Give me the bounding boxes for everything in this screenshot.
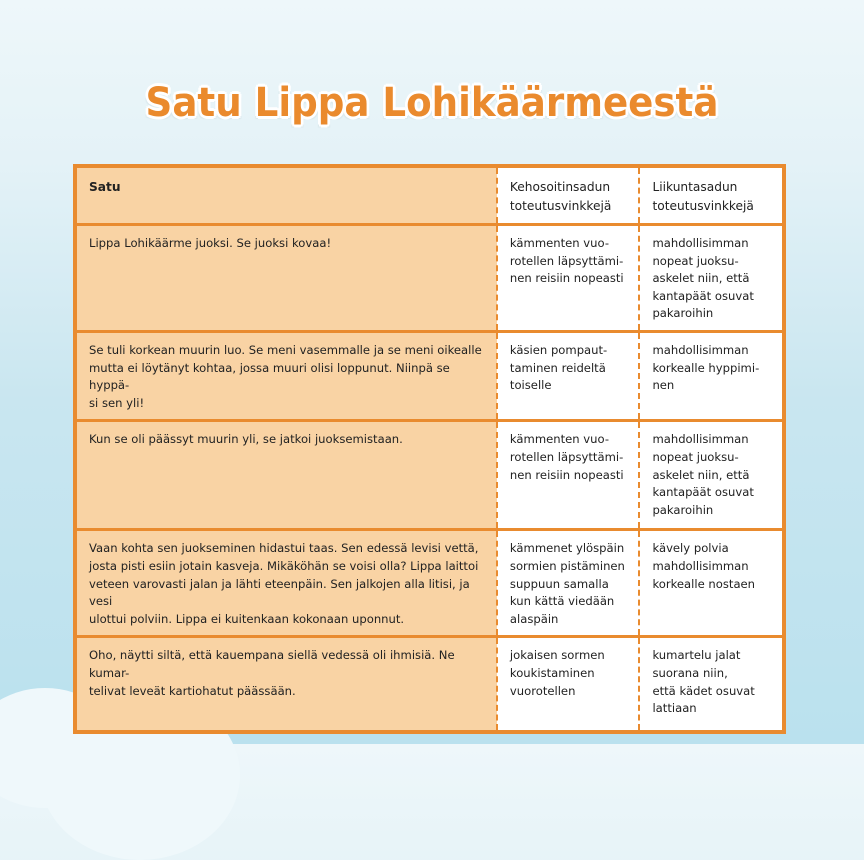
table-row xyxy=(75,637,784,733)
body-percussion-cell: kämmenten vuo- rotellen läpsyttämi- nen reisiin nopeasti xyxy=(497,225,640,332)
header-body-percussion-tips: Kehosoitinsadun toteutusvinkkejä xyxy=(497,166,640,225)
movement-cell: mahdollisimman nopeat juoksu- askelet niin, että kantapäät osuvat pakaroihin xyxy=(639,225,784,332)
movement-cell: mahdollisimman korkealle hyppimi- nen xyxy=(639,331,784,420)
header-story: Satu xyxy=(75,166,497,225)
body-percussion-cell: kämmenten vuo- rotellen läpsyttämi- nen reisiin nopeasti xyxy=(497,421,640,530)
story-cell: Vaan kohta sen juokseminen hidastui taas. Sen edessä levisi vettä, josta pisti esiin jotain kasveja. Mikäköhän se voisi olla? Lippa laittoi veteen varovasti jalan ja lähti eteenpäin. Sen jalkojen alla litisi, ja vesi ulottui polviin. Lippa ei kuitenkaan kokonaan uponnut. xyxy=(75,530,497,637)
table-row xyxy=(75,225,784,332)
movement-cell: mahdollisimman nopeat juoksu- askelet niin, että kantapäät osuvat pakaroihin xyxy=(639,421,784,530)
story-cell: Oho, näytti siltä, että kauempana siellä vedessä oli ihmisiä. Ne kumar- telivat leveät kartiohatut päässään. xyxy=(75,637,497,733)
movement-cell: kumartelu jalat suorana niin, että kädet osuvat lattiaan xyxy=(639,637,784,733)
movement-cell: kävely polvia mahdollisimman korkealle nostaen xyxy=(639,530,784,637)
table-row xyxy=(75,331,784,420)
body-percussion-cell: jokaisen sormen koukistaminen vuorotellen xyxy=(497,637,640,733)
story-cell: Se tuli korkean muurin luo. Se meni vasemmalle ja se meni oikealle mutta ei löytänyt kohtaa, jossa muuri olisi loppunut. Niinpä se hyppä- si sen yli! xyxy=(75,331,497,420)
header-movement-tips: Liikuntasadun toteutusvinkkejä xyxy=(639,166,784,225)
story-cell: Kun se oli päässyt muurin yli, se jatkoi juoksemistaan. xyxy=(75,421,497,530)
table-header-row xyxy=(75,166,784,225)
story-cell: Lippa Lohikäärme juoksi. Se juoksi kovaa! xyxy=(75,225,497,332)
page-title: Satu Lippa Lohikäärmeestä xyxy=(145,80,719,126)
story-table xyxy=(73,164,786,734)
table-row xyxy=(75,421,784,530)
table-row xyxy=(75,530,784,637)
body-percussion-cell: käsien pompaut- taminen reideltä toiselle xyxy=(497,331,640,420)
body-percussion-cell: kämmenet ylöspäin sormien pistäminen suppuun samalla kun kättä viedään alaspäin xyxy=(497,530,640,637)
